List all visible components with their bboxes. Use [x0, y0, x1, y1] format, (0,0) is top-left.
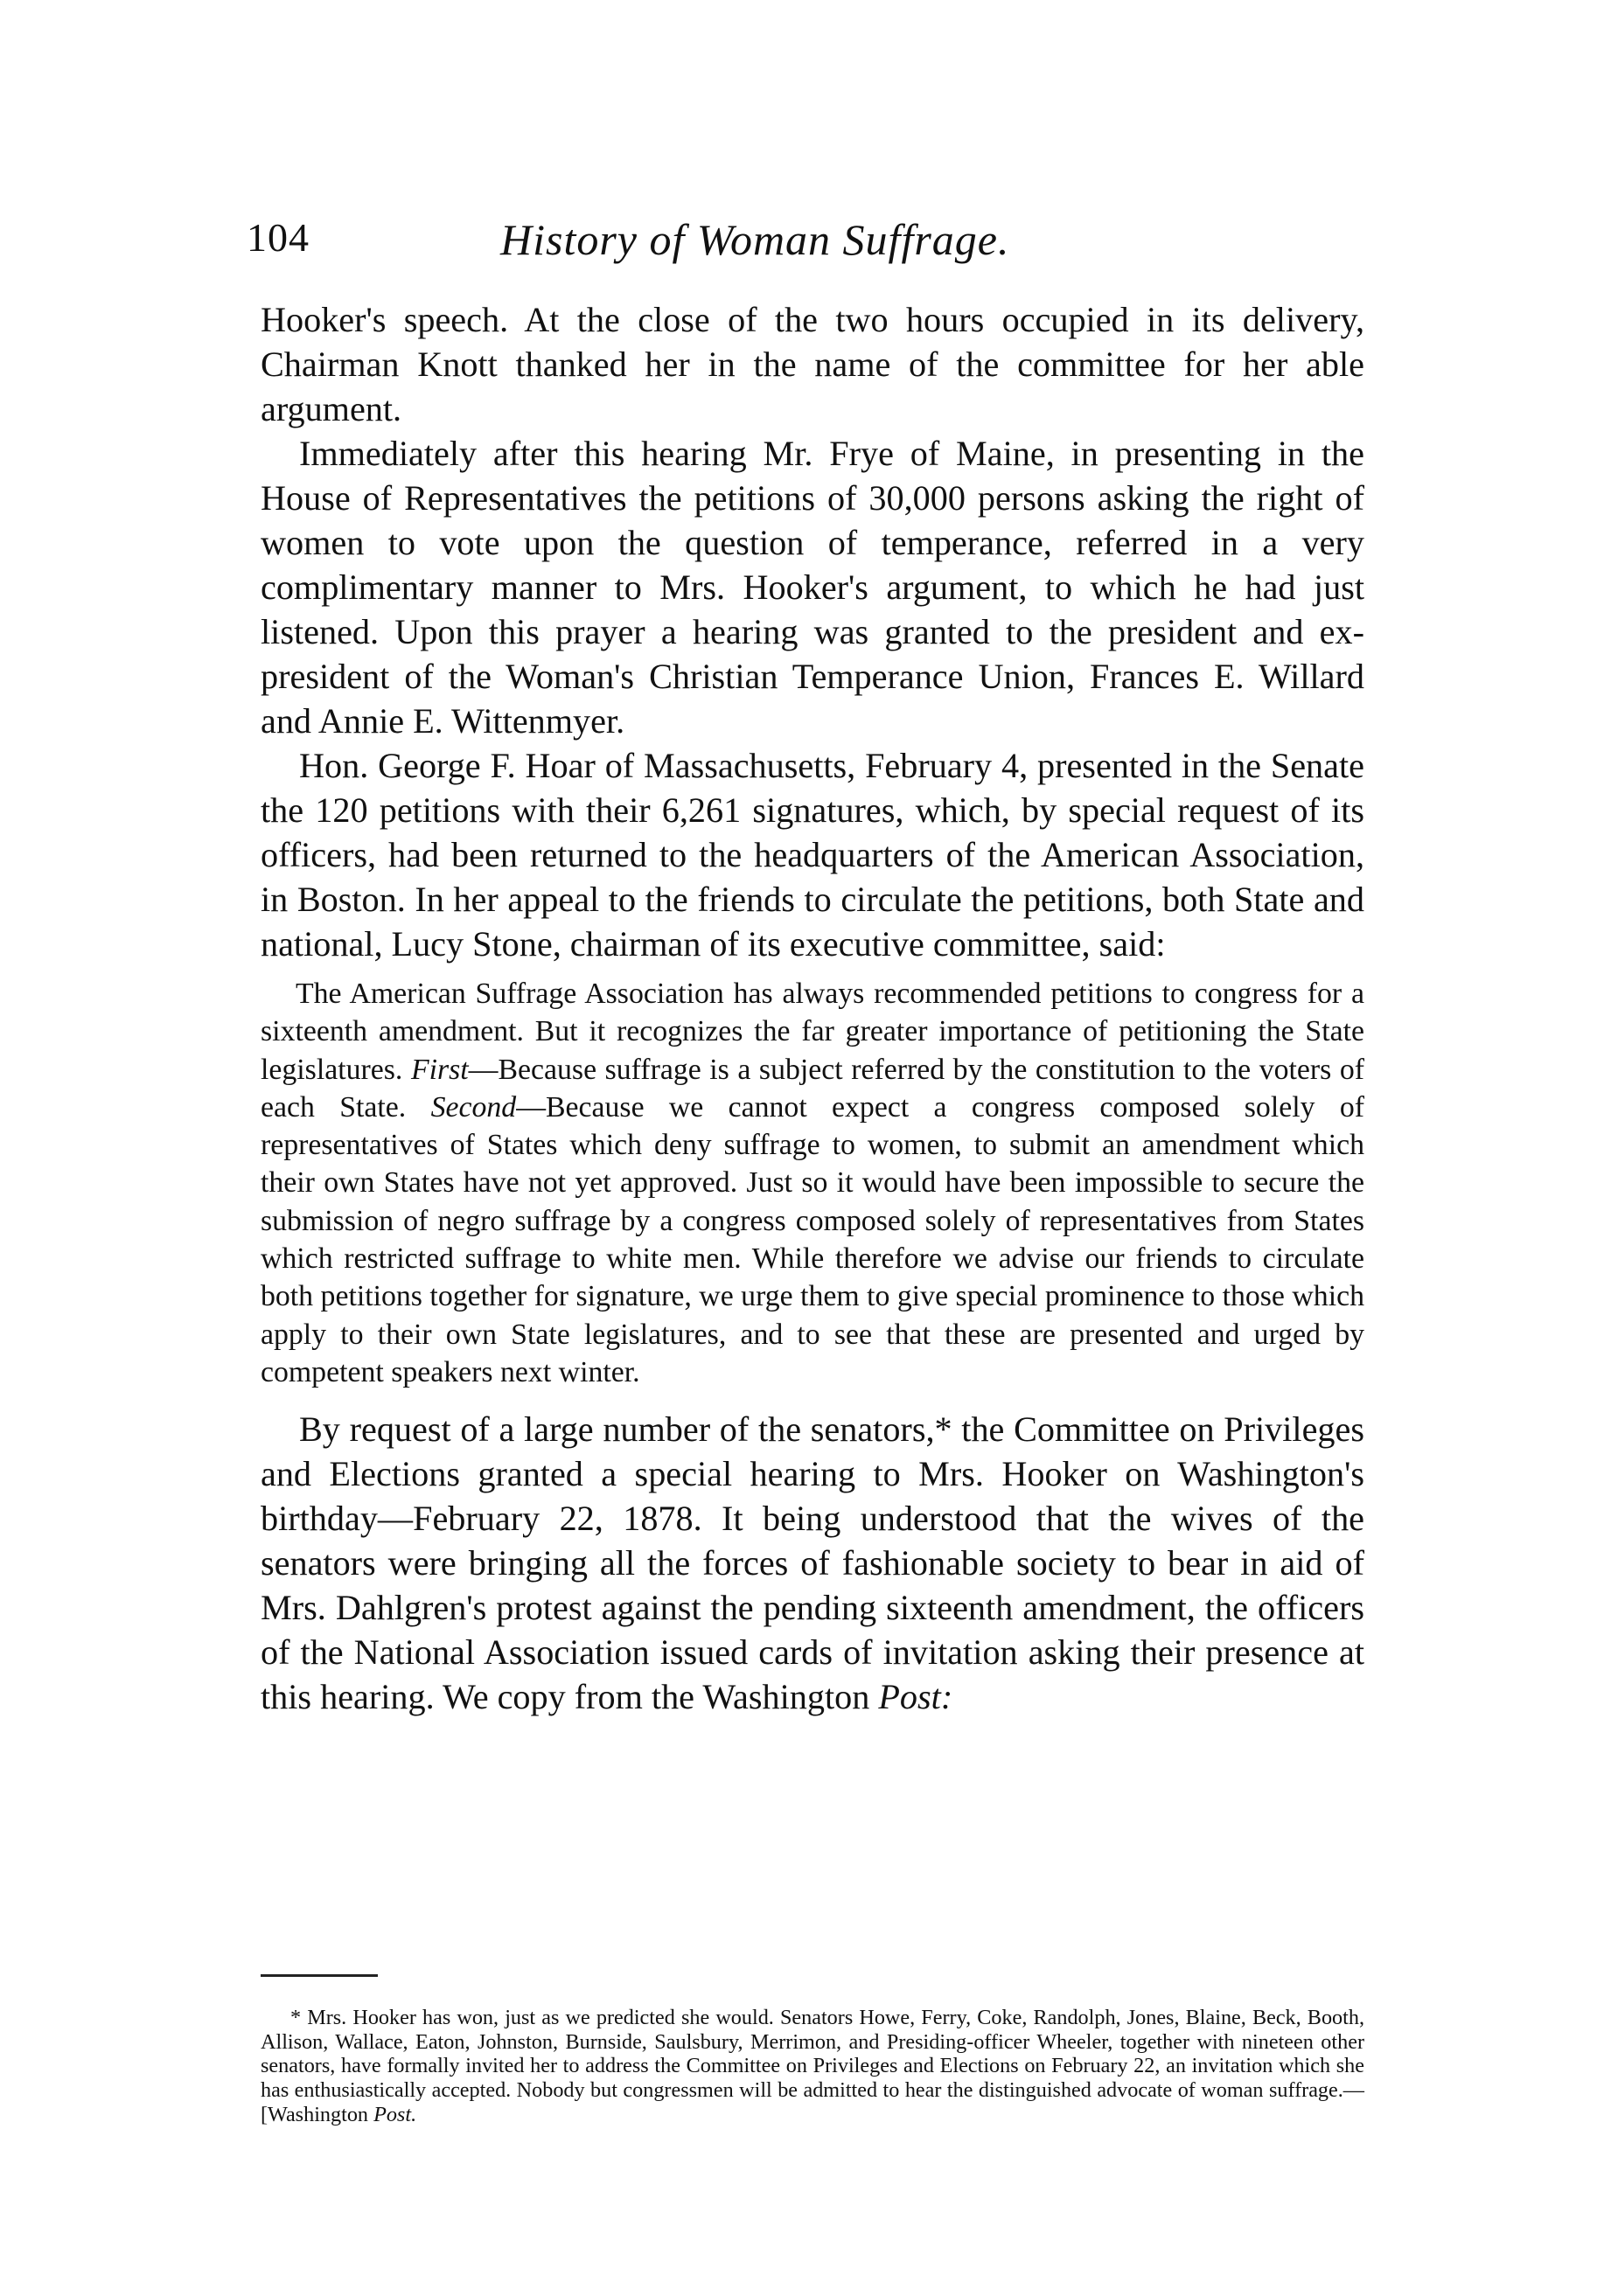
quote-first-label: First	[410, 1053, 469, 1086]
quote-part-1: The American Suffrage Association has always recommended petitions to congress for a sixteenth amendment. But it recognizes the far greater importance of petitioning the State legislatures.	[261, 978, 1364, 1086]
quote-part-2: —Because suffrage is a subject referred by the constitution to the voters of each State.	[261, 1053, 1364, 1124]
quote-part-3: —Because we cannot expect a congress composed solely of representatives of States which deny suffrage to women, to submit an amendment which their own States have not yet approved. Just so it would have been impossible to secure the submission of negro suffrage by a congress composed solely of representatives from States which restricted suffrage to white men. While therefore we advise our friends to circulate both petitions together for signature, we urge them to give special prominence to those which apply to their own State legislatures, and to see that these are presented and urged by competent speakers next winter.	[261, 1090, 1364, 1388]
footnote-source: Post.	[373, 2102, 417, 2126]
page-body	[261, 297, 1364, 1719]
paragraph-frye: Immediately after this hearing Mr. Frye of Maine, in presenting in the House of Representatives the petitions of 30,000 persons asking the right of women to vote upon the question of temperance, referred in a very complimentary manner to Mrs. Hooker's argument, to which he had just listened. Upon this prayer a hearing was granted to the president and ex-president of the Woman's Christian Temperance Union, Frances E. Willard and Annie E. Wittenmyer.	[261, 434, 1364, 741]
page-header	[247, 214, 1366, 275]
page-number: 104	[247, 215, 310, 260]
paragraph-continuation: Hooker's speech. At the close of the two hours occupied in its delivery, Chairman Knott thanked her in the name of the committee for her able argument.	[261, 300, 1364, 428]
paragraph-hearing-source: Post:	[878, 1677, 953, 1717]
quote-second-label: Second	[430, 1090, 517, 1124]
footnote-text: * Mrs. Hooker has won, just as we predicted she would. Senators Howe, Ferry, Coke, Randolph, Jones, Blaine, Beck, Booth, Allison, Wallace, Eaton, Johnston, Burnside, Saulsbury, Merrimon, and Presiding-officer Wheeler, together with nineteen other senators, have formally invited her to address the Committee on Privileges and Elections on February 22, an invitation which she has enthusiastically accepted. Nobody but congressmen will be admitted to hear the distinguished advocate of woman suffrage.—[Washington	[261, 2006, 1364, 2126]
footnote-divider	[261, 1974, 378, 1977]
running-title: History of Woman Suffrage.	[500, 215, 1010, 264]
paragraph-hearing-text: By request of a large number of the senators,* the Committee on Privileges and Elections granted a special hearing to Mrs. Hooker on Washington's birthday—February 22, 1878. It being understood that the wives of the senators were bringing all the forces of fashionable society to bear in aid of Mrs. Dahlgren's protest against the pending sixteenth amendment, the officers of the National Association issued cards of invitation asking their presence at this hearing. We copy from the Washington	[261, 1409, 1364, 1717]
paragraph-hoar: Hon. George F. Hoar of Massachusetts, February 4, presented in the Senate the 120 petitions with their 6,261 signatures, which, by special request of its officers, had been returned to the headquarters of the American Association, in Boston. In her appeal to the friends to circulate the petitions, both State and national, Lucy Stone, chairman of its executive committee, said:	[261, 746, 1364, 964]
footnote	[261, 2006, 1364, 2126]
paragraph-hearing	[261, 1407, 1364, 1719]
block-quote-lucy-stone	[261, 975, 1364, 1391]
